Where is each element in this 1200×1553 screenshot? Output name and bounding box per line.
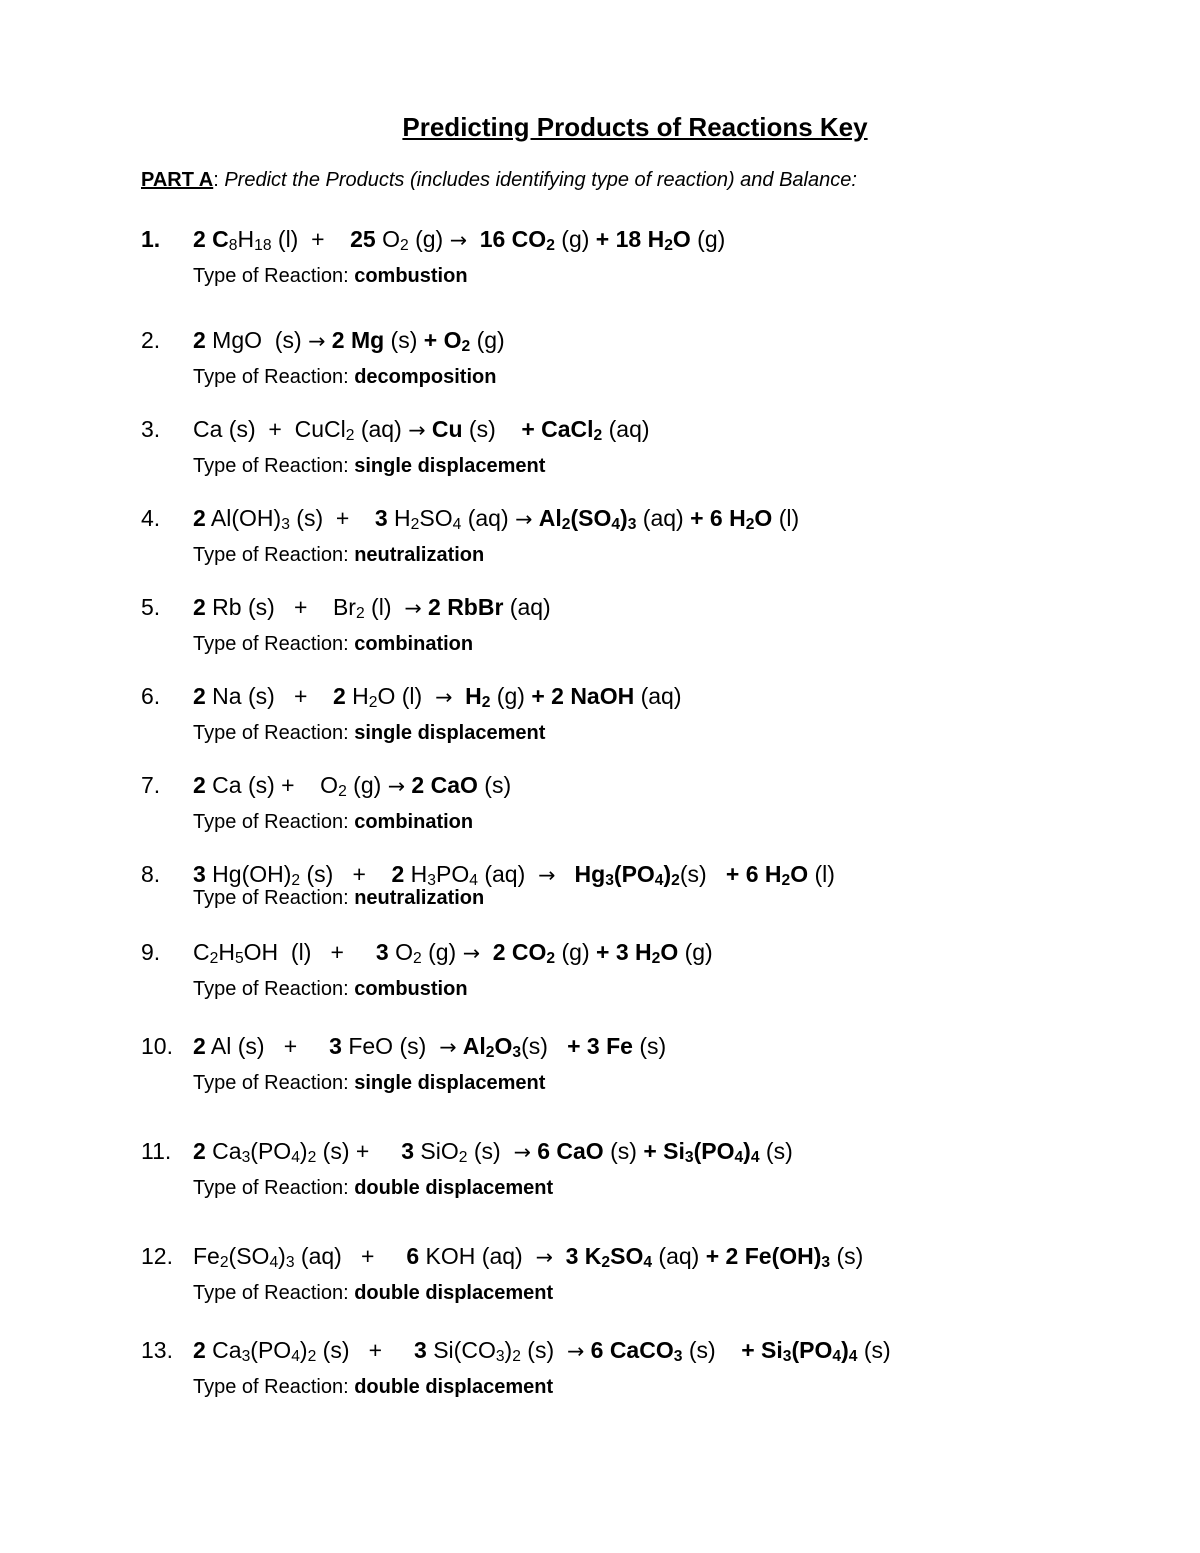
equation-segment: (PO [250, 1337, 292, 1363]
reaction-type-line [193, 978, 468, 1001]
chemical-equation [193, 1033, 666, 1060]
equation-segment: C [193, 939, 210, 965]
equation-segment: (PO [693, 1138, 735, 1164]
question-number: 10. [141, 1033, 173, 1059]
equation-segment: (g) [470, 327, 505, 353]
reaction-type-label: Type of Reaction: [193, 887, 349, 909]
subscript: 5 [234, 950, 244, 968]
chemical-equation [193, 772, 511, 799]
equation-segment: (l) [808, 861, 835, 887]
equation-segment: (s) [477, 772, 512, 798]
subscript: 4 [469, 872, 478, 890]
subscript: 2 [601, 1254, 611, 1272]
subscript: 2 [307, 1348, 317, 1366]
equation-segment: OH (l) + [243, 939, 376, 965]
reaction-line [0, 1138, 1200, 1174]
reaction-line [0, 1243, 1200, 1279]
question-number: 2. [141, 327, 161, 353]
equation-segment: (g) [555, 939, 596, 965]
subscript: 2 [781, 872, 791, 890]
equation-segment: Al(OH) [205, 505, 282, 531]
equation-segment: ) [663, 861, 672, 887]
equation-segment [480, 939, 493, 965]
equation-segment: Hg [574, 861, 606, 887]
question-number: 7. [141, 772, 161, 798]
page-title: Predicting Products of Reactions Key [402, 112, 868, 142]
subscript: 4 [291, 1149, 300, 1167]
subscript: 2 [546, 950, 556, 968]
subscript: 3 [782, 1348, 792, 1366]
equation-segment: O [754, 505, 773, 531]
question-item [0, 861, 1200, 909]
reaction-arrow: → [308, 329, 326, 353]
reaction-type-value: combustion [354, 978, 468, 1000]
equation-segment: 6 CaO [537, 1138, 604, 1164]
chemical-equation [193, 327, 505, 354]
reaction-type-label: Type of Reaction: [193, 811, 349, 833]
equation-segment: (s) + [289, 505, 375, 531]
reaction-type-value: neutralization [354, 544, 485, 566]
equation-segment: (SO [228, 1243, 270, 1269]
equation-segment: Fe [193, 1243, 220, 1269]
reaction-type-line [193, 1376, 553, 1399]
equation-segment: 25 [350, 226, 376, 252]
reaction-type-label: Type of Reaction: [193, 544, 349, 566]
reaction-arrow: → [387, 774, 406, 798]
subscript: 2 [745, 516, 755, 534]
equation-segment: 6 CaCO [590, 1337, 674, 1363]
reaction-type-value: double displacement [354, 1282, 554, 1304]
equation-segment: O [388, 939, 413, 965]
equation-segment: Na (s) + [205, 683, 333, 709]
part-a-heading [141, 169, 857, 192]
equation-segment: + 2 Fe(OH) [705, 1243, 822, 1269]
equation-segment: ) [278, 1243, 286, 1269]
equation-segment: ) [620, 505, 628, 531]
subscript: 3 [241, 1149, 251, 1167]
chemical-equation [193, 683, 682, 710]
question-item [0, 1243, 1200, 1304]
subscript: 4 [269, 1254, 279, 1272]
reaction-type-label: Type of Reaction: [193, 633, 349, 655]
subscript: 2 [561, 516, 571, 534]
equation-segment: 2 [193, 1033, 206, 1059]
equation-segment: (aq) [503, 594, 551, 620]
question-item [0, 939, 1200, 1000]
reaction-type-label: Type of Reaction: [193, 366, 349, 388]
reaction-type-line [193, 455, 545, 478]
equation-segment: Rb (s) + Br [205, 594, 356, 620]
question-item [0, 1337, 1200, 1398]
subscript: 3 [281, 516, 290, 534]
equation-segment: 3 [401, 1138, 415, 1164]
question-number: 6. [141, 683, 161, 709]
equation-segment: ) [299, 1138, 308, 1164]
question-number: 11. [141, 1138, 172, 1164]
equation-segment: 2 [193, 1138, 206, 1164]
equation-segment: 3 [193, 861, 206, 887]
equation-segment: 2 C [193, 226, 229, 252]
equation-segment: 16 CO [479, 226, 547, 252]
subscript: 2 [413, 950, 422, 968]
equation-segment: (s) + [300, 861, 392, 887]
reaction-type-label: Type of Reaction: [193, 265, 349, 287]
reaction-line [0, 1337, 1200, 1373]
equation-segment: + Si [643, 1138, 685, 1164]
subscript: 4 [832, 1348, 842, 1366]
subscript: 4 [291, 1348, 300, 1366]
question-number: 9. [141, 939, 161, 965]
equation-segment: Ca (s) + O [205, 772, 339, 798]
equation-segment: H [404, 861, 428, 887]
subscript: 3 [821, 1254, 831, 1272]
question-item [0, 772, 1200, 833]
equation-segment: MgO (s) [205, 327, 309, 353]
equation-segment: 2 [391, 861, 405, 887]
equation-segment: (g) [346, 772, 388, 798]
equation-segment: FeO (s) [341, 1033, 440, 1059]
question-item [0, 505, 1200, 566]
equation-segment: 2 [332, 683, 346, 709]
equation-segment: (aq) [354, 416, 409, 442]
subscript: 4 [750, 1149, 760, 1167]
reaction-type-label: Type of Reaction: [193, 1376, 349, 1398]
equation-segment: (s) [521, 1033, 568, 1059]
reaction-type-value: decomposition [354, 366, 497, 388]
reaction-line [0, 594, 1200, 630]
equation-segment: SiO [414, 1138, 459, 1164]
equation-segment: + Si [741, 1337, 783, 1363]
subscript: 2 [512, 1348, 521, 1366]
equation-segment: Ca (s) + CuCl [193, 416, 346, 442]
subscript: 3 [285, 1254, 295, 1272]
equation-segment: O [790, 861, 809, 887]
equation-segment: H [465, 683, 482, 709]
equation-segment: (s) [603, 1138, 644, 1164]
reaction-arrow: → [408, 418, 426, 442]
reaction-type-value: double displacement [354, 1177, 554, 1199]
equation-segment: Cu [431, 416, 463, 442]
equation-segment: (s) [467, 1138, 514, 1164]
equation-segment: PO [436, 861, 470, 887]
equation-segment: 2 [193, 327, 206, 353]
equation-segment: Hg(OH) [205, 861, 292, 887]
equation-segment: + 2 NaOH [531, 683, 635, 709]
question-number: 1. [141, 226, 161, 252]
equation-segment: 2 CaO [411, 772, 478, 798]
reaction-type-line [193, 633, 473, 656]
reaction-line [0, 772, 1200, 808]
equation-segment: H [387, 505, 411, 531]
equation-segment: (l) + [271, 226, 351, 252]
equation-segment: + 3 H [596, 939, 652, 965]
reaction-arrow: → [566, 1339, 585, 1363]
reaction-line [0, 683, 1200, 719]
reaction-line [0, 861, 1200, 897]
equation-segment: O [375, 226, 400, 252]
question-item [0, 1033, 1200, 1094]
equation-segment: + 3 Fe [567, 1033, 633, 1059]
reaction-arrow: → [538, 863, 556, 887]
subscript: 2 [368, 694, 378, 712]
equation-segment: (l) [772, 505, 800, 531]
equation-segment: 3 [414, 1337, 427, 1363]
question-item [0, 226, 1200, 287]
equation-segment: (s) [679, 861, 726, 887]
equation-segment: (g) [421, 939, 463, 965]
equation-segment: (s) [632, 1033, 667, 1059]
question-number: 3. [141, 416, 161, 442]
equation-segment [555, 861, 574, 887]
chemical-equation [193, 505, 799, 532]
equation-segment: 2 Mg [331, 327, 385, 353]
reaction-type-line [193, 265, 468, 288]
reaction-type-line [193, 811, 473, 834]
reaction-type-line [193, 544, 484, 567]
equation-segment: SO [419, 505, 453, 531]
chemical-equation [193, 1138, 793, 1165]
equation-segment: O [660, 939, 679, 965]
reaction-arrow: → [462, 941, 480, 965]
equation-segment: 3 K [565, 1243, 602, 1269]
subscript: 2 [593, 427, 603, 445]
chemical-equation [193, 1243, 863, 1270]
reaction-arrow: → [404, 596, 422, 620]
equation-segment [553, 1243, 566, 1269]
equation-segment: (aq) + [294, 1243, 407, 1269]
chemical-equation [193, 861, 835, 888]
subscript: 4 [643, 1254, 653, 1272]
equation-segment: (SO [570, 505, 612, 531]
subscript: 4 [848, 1348, 858, 1366]
subscript: 3 [241, 1348, 251, 1366]
equation-segment: (PO [250, 1138, 292, 1164]
chemical-equation [193, 1337, 891, 1364]
reaction-type-value: single displacement [354, 455, 546, 477]
equation-segment: Al (s) + [205, 1033, 330, 1059]
subscript: 2 [399, 237, 409, 255]
equation-segment: Ca [205, 1138, 242, 1164]
subscript: 3 [684, 1149, 694, 1167]
subscript: 3 [673, 1348, 683, 1366]
reaction-arrow: → [449, 228, 467, 252]
reaction-line [0, 416, 1200, 452]
question-item [0, 1138, 1200, 1199]
reaction-line [0, 1033, 1200, 1069]
subscript: 2 [338, 783, 347, 801]
equation-segment: 2 CO [492, 939, 547, 965]
equation-segment: (g) [408, 226, 450, 252]
reaction-line [0, 939, 1200, 975]
chemical-equation [193, 416, 650, 443]
question-number: 4. [141, 505, 161, 531]
equation-segment: (s) [830, 1243, 864, 1269]
equation-segment [452, 683, 465, 709]
subscript: 2 [546, 237, 555, 255]
question-item [0, 683, 1200, 744]
reaction-type-line [193, 1177, 553, 1200]
reaction-arrow: → [535, 1245, 553, 1269]
reaction-type-value: single displacement [354, 1072, 546, 1094]
equation-segment: (g) [490, 683, 532, 709]
reaction-arrow: → [513, 1140, 531, 1164]
subscript: 2 [671, 872, 680, 890]
equation-segment: O [672, 226, 691, 252]
equation-segment: (aq) [602, 416, 650, 442]
equation-segment: (s) + [316, 1337, 415, 1363]
chemical-equation [193, 594, 551, 621]
equation-segment: (s) [462, 416, 522, 442]
reaction-type-label: Type of Reaction: [193, 455, 349, 477]
reaction-type-line [193, 366, 496, 389]
equation-segment: 3 [374, 505, 388, 531]
equation-segment: + 18 H [595, 226, 665, 252]
equation-segment: (s) [857, 1337, 891, 1363]
subscript: 2 [458, 1149, 468, 1167]
reaction-arrow: → [434, 685, 453, 709]
equation-segment: (g) [678, 939, 713, 965]
question-number: 12. [141, 1243, 173, 1269]
subscript: 2 [209, 950, 219, 968]
subscript: 3 [605, 872, 614, 890]
equation-segment: Al [462, 1033, 486, 1059]
reaction-type-label: Type of Reaction: [193, 978, 349, 1000]
subscript: 4 [611, 516, 621, 534]
equation-segment: 2 RbBr [428, 594, 504, 620]
subscript: 2 [355, 605, 365, 623]
equation-segment: 3 [329, 1033, 342, 1059]
equation-segment: KOH (aq) [419, 1243, 536, 1269]
subscript: 2 [219, 1254, 229, 1272]
question-item [0, 594, 1200, 655]
equation-segment: Ca [205, 1337, 242, 1363]
subscript: 4 [654, 872, 664, 890]
subscript: 8 [228, 237, 238, 255]
reaction-type-label: Type of Reaction: [193, 1177, 349, 1199]
equation-segment: (aq) [636, 505, 691, 531]
chemical-equation [193, 939, 713, 966]
equation-segment: O (l) [377, 683, 435, 709]
reaction-line [0, 505, 1200, 541]
equation-segment: 6 [406, 1243, 420, 1269]
reaction-type-value: double displacement [354, 1376, 554, 1398]
equation-segment: (PO [613, 861, 655, 887]
reaction-arrow: → [515, 507, 533, 531]
subscript: 18 [254, 237, 272, 255]
subscript: 2 [664, 237, 673, 255]
equation-segment: Si(CO [426, 1337, 496, 1363]
chemical-equation [193, 226, 725, 253]
equation-segment: 2 [193, 1337, 206, 1363]
subscript: 2 [481, 694, 491, 712]
equation-segment: (g) [690, 226, 726, 252]
equation-segment: ) [299, 1337, 308, 1363]
equation-segment: 2 [193, 505, 206, 531]
part-a-instruction: Predict the Products (includes identifying type of reaction) and Balance: [224, 169, 857, 191]
part-a-label: PART A [141, 169, 214, 191]
reaction-type-value: single displacement [354, 722, 546, 744]
question-number: 8. [141, 861, 161, 887]
subscript: 3 [627, 516, 637, 534]
equation-segment: H [345, 683, 369, 709]
equation-segment: (aq) [477, 861, 539, 887]
question-item [0, 327, 1200, 388]
subscript: 3 [427, 872, 436, 890]
reaction-line [0, 226, 1200, 262]
equation-segment: Al [538, 505, 562, 531]
equation-segment: H [237, 226, 255, 252]
equation-segment: (s) [384, 327, 424, 353]
reaction-type-value: neutralization [354, 887, 485, 909]
equation-segment: ) [504, 1337, 513, 1363]
part-a-colon: : [213, 169, 219, 191]
subscript: 2 [651, 950, 661, 968]
equation-segment: 2 [193, 683, 206, 709]
equation-segment: H [218, 939, 235, 965]
equation-segment: SO [610, 1243, 644, 1269]
equation-segment: (s) [759, 1138, 793, 1164]
equation-segment: 2 [193, 772, 206, 798]
equation-segment: (s) + [316, 1138, 402, 1164]
subscript: 3 [512, 1044, 522, 1062]
equation-segment: + CaCl [521, 416, 594, 442]
subscript: 4 [734, 1149, 744, 1167]
reaction-line [0, 327, 1200, 363]
equation-segment: (s) [682, 1337, 742, 1363]
equation-segment: (l) [364, 594, 405, 620]
equation-segment: (aq) [634, 683, 682, 709]
equation-segment: O [494, 1033, 513, 1059]
equation-segment: (g) [554, 226, 596, 252]
subscript: 3 [495, 1348, 505, 1366]
subscript: 2 [410, 516, 420, 534]
subscript: 2 [485, 1044, 495, 1062]
subscript: 4 [452, 516, 462, 534]
equation-segment: (PO [791, 1337, 833, 1363]
equation-segment: (aq) [461, 505, 515, 531]
reaction-arrow: → [439, 1035, 457, 1059]
equation-segment: 2 [193, 594, 206, 620]
subscript: 2 [345, 427, 355, 445]
subscript: 2 [461, 338, 471, 356]
equation-segment: + 6 H [690, 505, 746, 531]
reaction-type-line [193, 1282, 553, 1305]
reaction-type-line [193, 722, 545, 745]
equation-segment: ) [841, 1337, 849, 1363]
reaction-type-value: combustion [354, 265, 468, 287]
reaction-type-value: combination [354, 633, 474, 655]
equation-segment: + O [423, 327, 462, 353]
equation-segment: + 6 H [725, 861, 782, 887]
question-item [0, 416, 1200, 477]
reaction-type-label: Type of Reaction: [193, 722, 349, 744]
equation-segment: ) [743, 1138, 751, 1164]
reaction-type-line [193, 1072, 545, 1095]
equation-segment: 3 [375, 939, 389, 965]
reaction-type-label: Type of Reaction: [193, 1072, 349, 1094]
subscript: 2 [291, 872, 301, 890]
equation-segment [467, 226, 480, 252]
question-number: 13. [141, 1337, 173, 1363]
reaction-type-value: combination [354, 811, 474, 833]
reaction-type-label: Type of Reaction: [193, 1282, 349, 1304]
subscript: 2 [307, 1149, 317, 1167]
equation-segment: (aq) [652, 1243, 706, 1269]
equation-segment: (s) [520, 1337, 567, 1363]
reaction-type-line [193, 887, 484, 910]
question-number: 5. [141, 594, 161, 620]
